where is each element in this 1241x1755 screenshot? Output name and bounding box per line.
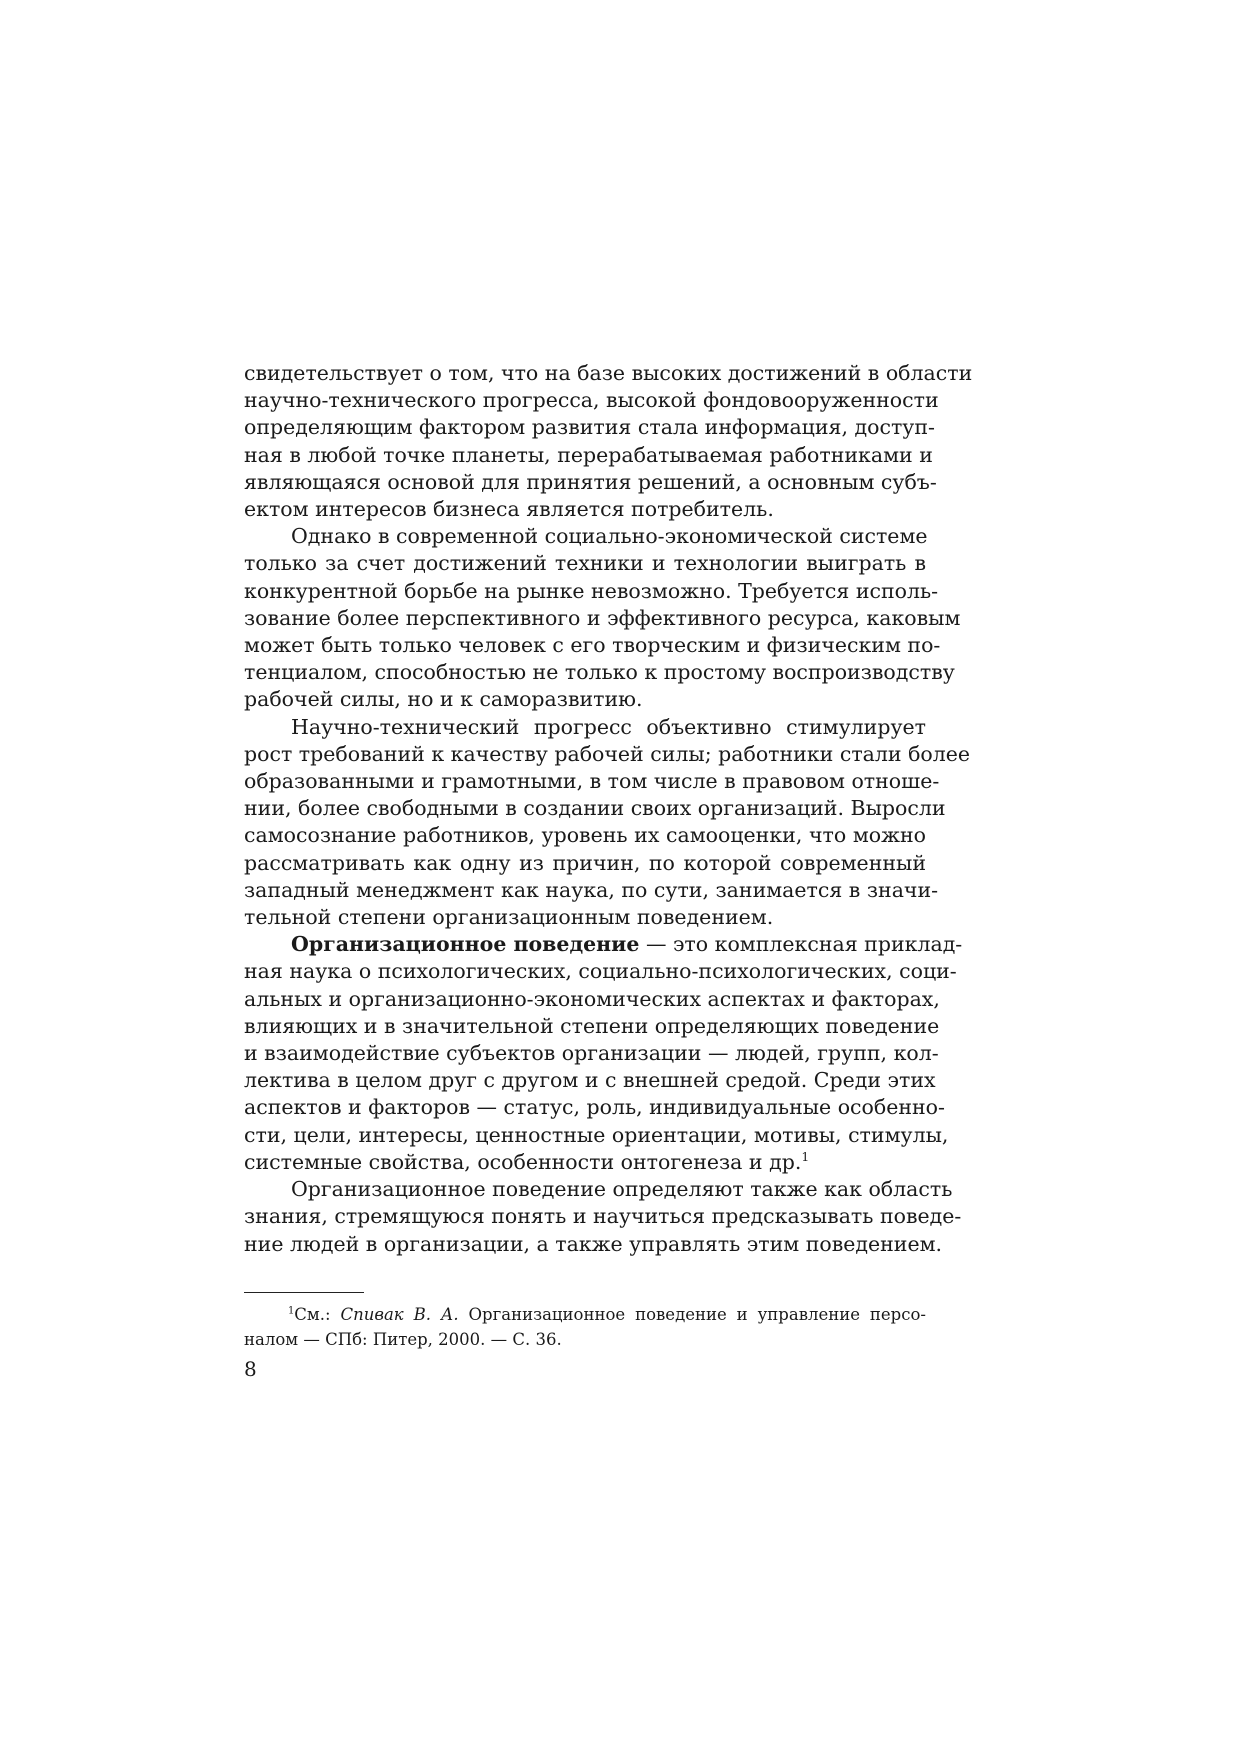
text-line: зование более перспективного и эффективного ресурса, каковым bbox=[244, 605, 961, 630]
text-line: ектом интересов бизнеса является потребитель. bbox=[244, 497, 774, 522]
text-line: свидетельствует о том, что на базе высоких достижений в области bbox=[244, 361, 973, 385]
footnote-marker: 1 bbox=[288, 1305, 295, 1317]
footnote-divider bbox=[244, 1292, 364, 1293]
text-line: конкурентной борьбе на рынке невозможно. Требуется исполь- bbox=[244, 578, 939, 603]
text-line: научно-технического прогресса, высокой фондовооруженности bbox=[244, 388, 939, 413]
footnote-reference[interactable]: 1 bbox=[801, 1150, 810, 1165]
text-line: тенциалом, способностью не только к простому воспроизводству bbox=[244, 660, 955, 685]
text-line: ние людей в организации, а также управлять этим поведением. bbox=[244, 1231, 943, 1256]
footnote-prefix: См.: bbox=[294, 1305, 341, 1324]
text-line: самосознание работников, уровень их самооценки, что можно bbox=[244, 823, 926, 848]
paragraph-4 bbox=[244, 931, 963, 1176]
text-line: нии, более свободными в создании своих организаций. Выросли bbox=[244, 796, 946, 821]
text-line: западный менеджмент как наука, по сути, занимается в значи- bbox=[244, 877, 939, 902]
text-line: только за счет достижений техники и технологии выиграть в bbox=[244, 551, 926, 576]
footnote-line bbox=[244, 1302, 926, 1327]
text-line: и взаимодействие субъектов организации — людей, групп, кол- bbox=[244, 1041, 939, 1066]
text-line: являющаяся основой для принятия решений, а основным субъ- bbox=[244, 469, 937, 494]
text-line: Научно-технический прогресс объективно стимулирует bbox=[291, 714, 926, 739]
body-text bbox=[244, 360, 973, 1258]
page-number: 8 bbox=[244, 1357, 257, 1381]
text-line: сти, цели, интересы, ценностные ориентации, мотивы, стимулы, bbox=[244, 1122, 949, 1147]
text-fragment: системные свойства, особенности онтогенеза и др. bbox=[244, 1149, 802, 1174]
text-line: рост требований к качеству рабочей силы; работники стали более bbox=[244, 741, 971, 766]
text-line bbox=[244, 1149, 926, 1176]
text-line: влияющих и в значительной степени определяющих поведение bbox=[244, 1013, 940, 1038]
footnote bbox=[244, 1302, 926, 1352]
text-line: аспектов и факторов — статус, роль, индивидуальные особенно- bbox=[244, 1095, 945, 1120]
text-line: ная в любой точке планеты, перерабатываемая работниками и bbox=[244, 442, 933, 467]
text-line: Однако в современной социально-экономической системе bbox=[291, 524, 928, 549]
footnote-line: налом — СПб: Питер, 2000. — С. 36. bbox=[244, 1330, 562, 1349]
text-line: рассматривать как одну из причин, по которой современный bbox=[244, 850, 926, 875]
text-fragment: — это комплексная приклад- bbox=[639, 932, 963, 957]
text-line bbox=[244, 931, 963, 958]
text-line: тельной степени организационным поведением. bbox=[244, 905, 774, 930]
text-line: рабочей силы, но и к саморазвитию. bbox=[244, 687, 643, 712]
paragraph-5 bbox=[244, 1176, 962, 1258]
paragraph-1 bbox=[244, 360, 973, 523]
text-line: лектива в целом друг с другом и с внешней средой. Среди этих bbox=[244, 1068, 936, 1093]
paragraph-3 bbox=[244, 714, 971, 932]
text-line: определяющим фактором развития стала информация, доступ- bbox=[244, 415, 935, 440]
text-line: альных и организационно-экономических аспектах и факторах, bbox=[244, 986, 940, 1011]
text-line: знания, стремящуюся понять и научиться предсказывать поведе- bbox=[244, 1204, 962, 1229]
text-line: Организационное поведение определяют также как область bbox=[291, 1177, 953, 1202]
footnote-author: Спивак В. А. bbox=[340, 1305, 459, 1324]
paragraph-2 bbox=[244, 523, 961, 713]
text-line: ная наука о психологических, социально-психологических, соци- bbox=[244, 959, 957, 984]
footnote-text: Организационное поведение и управление персо- bbox=[458, 1305, 926, 1324]
text-line: образованными и грамотными, в том числе в правовом отноше- bbox=[244, 769, 940, 794]
text-line: может быть только человек с его творческим и физическим по- bbox=[244, 633, 941, 658]
defined-term: Организационное поведение bbox=[291, 932, 640, 957]
